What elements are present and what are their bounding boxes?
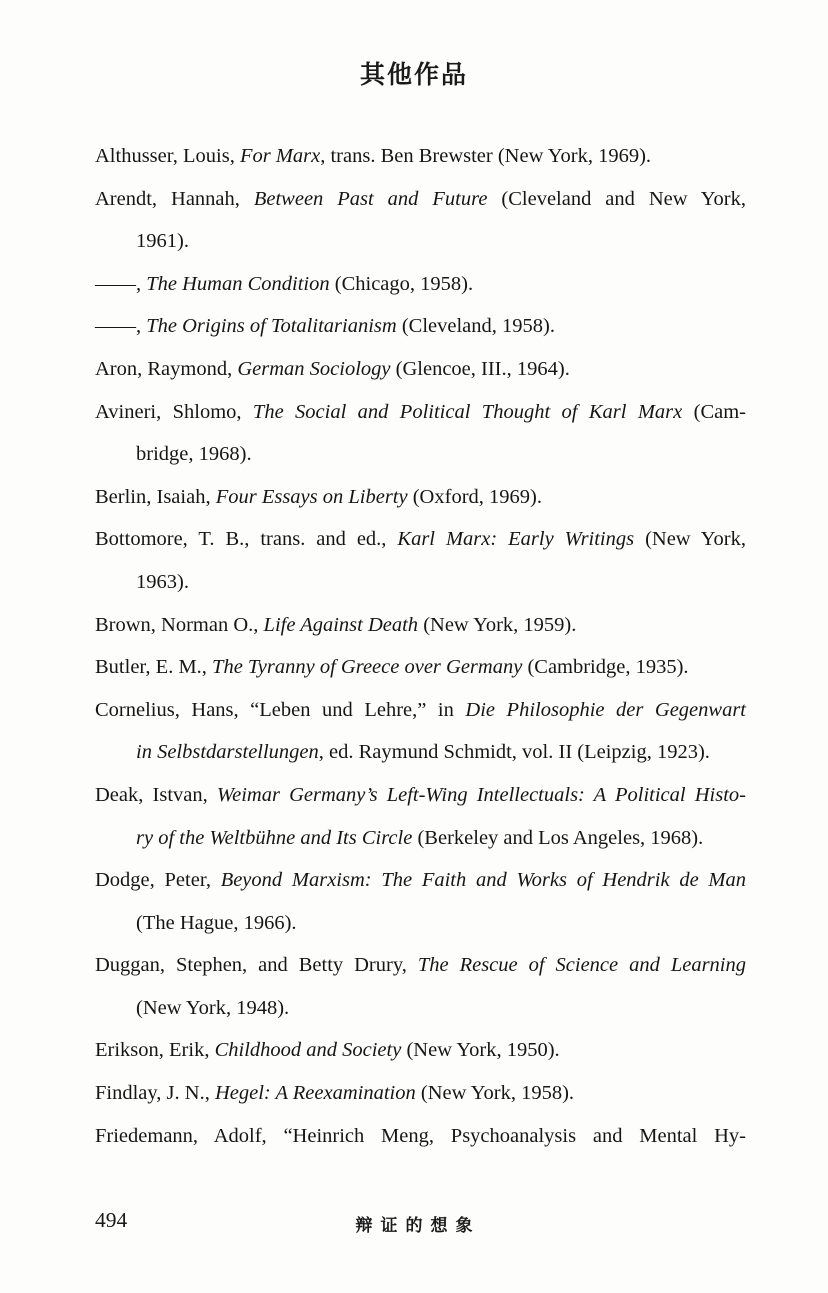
text-segment: The Tyranny of Greece over Germany — [212, 656, 523, 679]
text-segment: , trans. Ben Brewster (New York, 1969). — [320, 145, 652, 167]
bib-line — [95, 731, 746, 774]
text-segment: Althusser, Louis, — [95, 145, 240, 167]
text-segment: Avineri, Shlomo, — [95, 400, 253, 423]
text-segment: The Origins of Totalitarianism — [146, 315, 397, 338]
text-segment: Hegel: A Reexamination — [214, 1082, 416, 1105]
bib-line — [95, 1029, 746, 1072]
text-segment: (Cambridge, 1935). — [522, 656, 689, 679]
bib-line — [95, 817, 746, 860]
text-segment: German Sociology — [237, 357, 391, 380]
bib-line — [95, 774, 746, 817]
page-footer — [0, 1208, 828, 1248]
text-segment: 1961). — [136, 230, 189, 253]
text-segment: Aron, Raymond, — [95, 357, 238, 380]
text-segment: Erikson, Erik, — [95, 1039, 215, 1062]
text-segment: Berlin, Isaiah, — [95, 485, 216, 508]
bib-line — [95, 987, 746, 1030]
text-segment: Weimar Germany’s Left-Wing Intellectuals: A Political Histo- — [216, 783, 746, 806]
text-segment: Deak, Istvan, — [95, 783, 217, 806]
bib-line — [95, 348, 746, 391]
text-segment: The Human Condition — [146, 272, 330, 295]
text-segment: (New York, 1958). — [415, 1082, 575, 1105]
text-segment: Arendt, Hannah, — [95, 187, 254, 210]
text-segment: (Cleveland, 1958). — [396, 315, 555, 338]
text-segment: Bottomore, T. B., trans. and ed., — [95, 528, 398, 551]
bib-line — [95, 433, 746, 476]
bibliography — [95, 135, 746, 1157]
bib-line — [95, 944, 746, 987]
text-segment: Duggan, Stephen, and Betty Drury, — [95, 954, 418, 977]
bib-line — [95, 391, 746, 434]
text-segment: (Oxford, 1969). — [407, 485, 542, 508]
text-segment: (The Hague, 1966). — [136, 911, 297, 934]
text-segment: Beyond Marxism: The Faith and Works of Hendrik de Man — [220, 869, 746, 892]
text-segment: (Chicago, 1958). — [329, 272, 474, 295]
text-segment: in Selbstdarstellungen — [136, 741, 319, 764]
text-segment: The Rescue of Science and Learning — [417, 954, 746, 977]
text-segment: ry of the Weltbühne and Its Circle — [136, 826, 413, 849]
text-segment: ——, — [95, 272, 147, 295]
text-segment: 1963). — [136, 570, 189, 593]
text-segment: (Cleveland and New York, — [487, 187, 746, 210]
text-segment: For Marx — [239, 145, 321, 167]
text-segment: Between Past and Future — [253, 187, 488, 210]
running-title: 辩证的想象 — [355, 1216, 481, 1235]
bib-line — [95, 859, 746, 902]
bib-line — [95, 220, 746, 263]
text-segment: (New York, 1959). — [418, 613, 577, 636]
text-segment: Cornelius, Hans, “Leben und Lehre,” in — [95, 698, 466, 721]
text-segment: Brown, Norman O., — [95, 613, 264, 636]
bib-line — [95, 178, 746, 221]
text-segment: (Berkeley and Los Angeles, 1968). — [412, 826, 704, 849]
bib-line — [95, 263, 746, 306]
text-segment: Childhood and Society — [214, 1039, 402, 1062]
text-segment: Life Against Death — [263, 613, 419, 636]
bib-line — [95, 135, 746, 178]
bib-line — [95, 1072, 746, 1115]
page-title: 其他作品 — [359, 62, 468, 89]
text-segment: (Glencoe, III., 1964). — [390, 357, 570, 380]
text-segment: bridge, 1968). — [136, 443, 252, 466]
bib-line — [95, 1115, 746, 1158]
text-segment: Friedemann, Adolf, “Heinrich Meng, Psychoanalysis and Mental Hy- — [95, 1124, 746, 1147]
text-segment: ——, — [95, 315, 147, 338]
text-segment: Findlay, J. N., — [95, 1082, 215, 1105]
bib-line — [95, 902, 746, 945]
text-segment: Karl Marx: Early Writings — [397, 528, 635, 551]
text-segment: (New York, — [634, 528, 746, 551]
bib-line — [95, 476, 746, 519]
text-segment: Four Essays on Liberty — [215, 485, 408, 508]
text-segment: Butler, E. M., — [95, 656, 213, 679]
page-number: 494 — [95, 1208, 128, 1232]
bib-line — [95, 518, 746, 561]
text-segment: The Social and Political Thought of Karl Marx — [252, 400, 683, 423]
bib-line — [95, 646, 746, 689]
bib-line — [95, 689, 746, 732]
text-segment: (New York, 1950). — [401, 1039, 560, 1062]
text-segment: (New York, 1948). — [136, 996, 290, 1019]
bib-line — [95, 305, 746, 348]
text-segment: , ed. Raymund Schmidt, vol. II (Leipzig, 1923). — [318, 741, 710, 764]
text-segment: Die Philosophie der Gegenwart — [465, 698, 746, 721]
text-segment: Dodge, Peter, — [95, 869, 221, 892]
bib-line — [95, 604, 746, 647]
bib-line — [95, 561, 746, 604]
text-segment: (Cam- — [682, 400, 746, 423]
